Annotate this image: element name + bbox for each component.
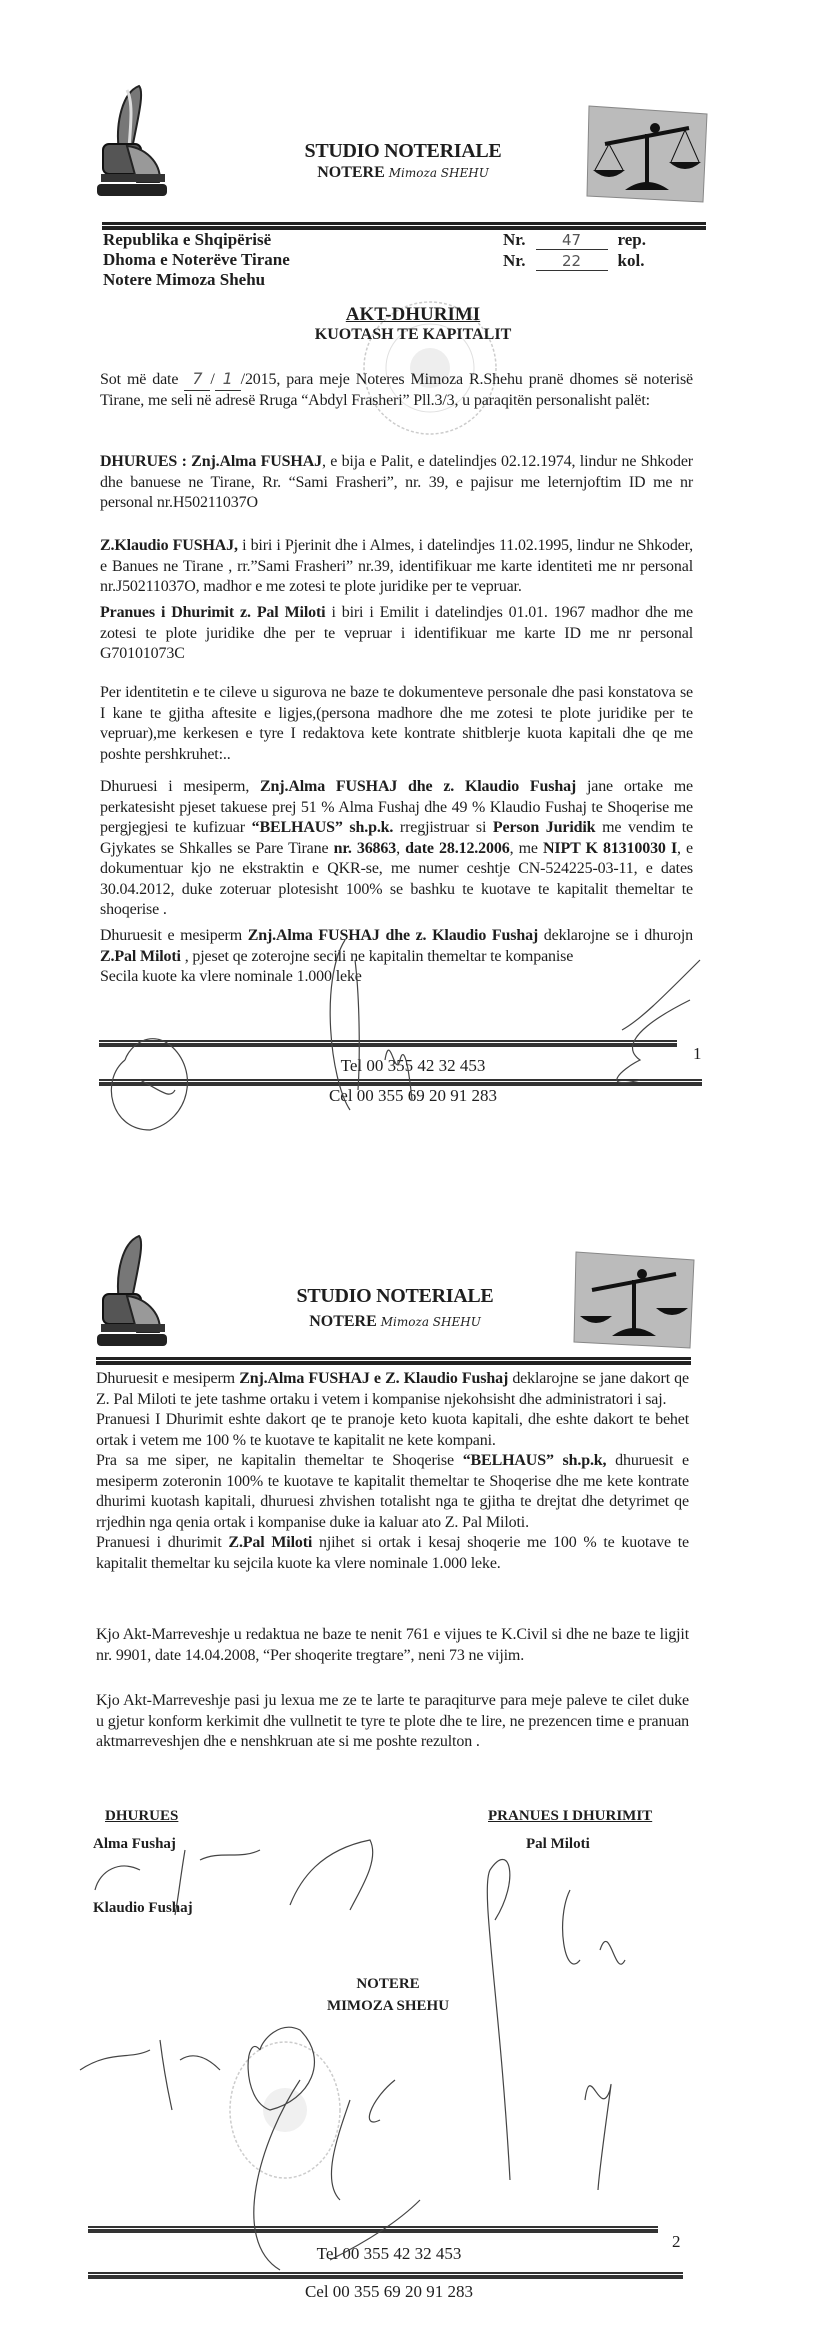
bold-text-segment: nr. 36863 (333, 839, 397, 857)
text-segment: , me (509, 839, 543, 857)
nominal-value-line (100, 967, 693, 988)
letterhead-notary-label: NOTERE (309, 1313, 377, 1330)
letterhead-notary (245, 1313, 545, 1331)
donors-heading: DHURUES (105, 1808, 179, 1824)
header-rule (96, 1357, 691, 1365)
date-separator: / (210, 371, 215, 388)
recipient-paragraph (100, 603, 693, 665)
text-segment: jane ortake me perkatesisht pjeset takuese prej 51 % Alma Fushaj dhe 49 % Klaudio Fushaj te Shoqerise me pergjegjesi te kufizuar (100, 778, 693, 836)
new-owner-paragraph (96, 1533, 689, 1574)
text-segment: i biri i Emilit i datelindjes 01.01. 1967 madhor dhe me zotesi te plote juridike dhe per te vepruar i identifikuar me karte ID me nr personal G70101073C (100, 604, 694, 662)
bold-text-segment: Person Juridik (492, 819, 596, 836)
transfer-paragraph (96, 1451, 689, 1533)
bold-text-segment: date 28.12.2006 (405, 839, 510, 857)
issuer-block (103, 230, 290, 290)
pal-signature (487, 1860, 625, 2190)
issuer-line: Dhoma e Noterëve Tirane (103, 250, 290, 269)
issuer-line: Notere Mimoza Shehu (103, 270, 266, 289)
text-segment: , e dokumentuar kjo ne ekstraktin e QKR-se, me numer ceshtje CN-524225-03-11, e dates 30.04.2012, duke zoteruar plotesisht 100% se bashku te kuotave te kapitalit themeltar te shoqerise . (100, 839, 694, 918)
page-number: 1 (693, 1044, 702, 1063)
text-segment: Dhuruesit e mesiperm (96, 1370, 240, 1387)
text-segment: Dhuruesit e mesiperm (100, 927, 248, 944)
nr-label: Nr. (503, 230, 526, 249)
footer-rule-top (99, 1040, 677, 1047)
official-stamp (215, 2030, 355, 2180)
reading-paragraph (96, 1691, 689, 1753)
recipient-heading: PRANUES I DHURIMIT (488, 1808, 653, 1824)
bold-text-segment: Pranues i Dhurimit z. Pal Miloti (100, 604, 326, 621)
notary-line-2: MIMOZA SHEHU (326, 1998, 450, 2014)
scales-of-justice-icon (585, 104, 709, 204)
recipient-name: Pal Miloti (526, 1836, 590, 1852)
footer-rule-top (88, 2226, 658, 2233)
letterhead-notary-name: Mimoza SHEHU (388, 166, 489, 180)
document-title: AKT-DHURIMI (345, 304, 481, 325)
date-prefix: Sot më date (100, 371, 185, 388)
footer-rule-bottom (99, 1079, 702, 1086)
bold-text-segment: “BELHAUS” sh.p.k, (462, 1452, 607, 1469)
footer-tel: Tel 00 355 42 32 453 (340, 1056, 486, 1075)
identity-paragraph (100, 683, 693, 765)
nr-label: Nr. (503, 251, 526, 270)
text-segment: Pranuesi I Dhurimit eshte dakort qe te pranoje keto kuota kapitali, dhe eshte dakort te behet ortak i vetem me 100 % te kuotave te kapitalit ne kete kompani. (96, 1411, 689, 1449)
donor-2-name: Klaudio Fushaj (93, 1900, 193, 1916)
declaration-paragraph (100, 926, 693, 967)
footer-cel: Cel 00 355 69 20 91 283 (304, 2282, 474, 2301)
date-rest: /2015, para meje Noteres Mimoza R.Shehu pranë dhomes së noterisë Tirane, me seli në adresë Rruga “Abdyl Frasheri” Pll.3/3, u paraqitën personalisht palët: (100, 371, 693, 409)
letterhead-notary-label: NOTERE (317, 164, 385, 181)
bold-text-segment: Znj.Alma FUSHAJ dhe z. Klaudio Fushaj (247, 927, 539, 944)
text-segment: deklarojne se i dhurojn (538, 927, 693, 944)
agreement-block (96, 1369, 689, 1574)
text-segment: dhuruesit e mesiperm zoteronin 100% te kuotave te kapitalit themeltar te Shoqerise dhe me kete kontrate dhurimi kuotash kapitali, dhuruesi zhvishen totalisht nga te gjitha te drejtat dhe detyrimet qe rrjedhin nga qenia ortak i kompanise duke ia kaluar ato Z. Pal Miloti. (96, 1452, 689, 1531)
nr-kol-suffix: kol. (617, 251, 645, 270)
text-segment: Pra sa me siper, ne kapitalin themeltar te Shoqerise (96, 1452, 463, 1469)
text-segment: i biri i Pjerinit dhe i Almes, i datelindjes 11.02.1995, lindur ne Shkoder, e Banues ne Tirane , rr.”Sami Frasheri” nr.39, identifikuar me karte identiteti me nr personal nr.J50211037O, madhor e me zotesi te plote juridike per te vepruar. (100, 537, 694, 595)
nr-rep-value: 47 (536, 231, 608, 250)
donor-1-name: Alma Fushaj (93, 1836, 176, 1852)
text-segment: , (396, 839, 406, 857)
text-segment: Per identitetin e te cileve u sigurova ne baze te dokumenteve personale dhe pasi konstatova se I kane te gjitha aftesite e ligjes,(persona madhore dhe me zotesi te plote juridike per te vepruar),me kerkesen e tyre I redaktova kete kontrate shitblerje kuota kapitali dhe qe me poshte pershkruhet:.. (100, 684, 693, 763)
handwritten-month: 1 (215, 369, 241, 391)
letterhead-notary (253, 164, 553, 182)
bold-text-segment: Znj.Alma FUSHAJ dhe z. Klaudio Fushaj (260, 778, 577, 795)
notary-line-1: NOTERE (356, 1976, 420, 1992)
donor-2-paragraph (100, 536, 693, 598)
bold-text-segment: Znj.Alma FUSHAJ e Z. Klaudio Fushaj (239, 1370, 509, 1387)
nr-kol (503, 251, 644, 271)
text-segment: , pjeset qe zoterojne secili ne kapitalin themeltar te kompanise (180, 947, 574, 965)
nr-rep (503, 230, 646, 250)
text-segment: , e bija e Palit, e datelindjes 02.12.1974, lindur ne Shkoder dhe banuese ne Tirane, Rr. “Sami Frasheri”, nr. 39, e pajisur me leternjoftim ID me nr personal nr.H50211037O (100, 453, 693, 511)
ownership-paragraph (100, 777, 693, 921)
notary-seal-press-icon (97, 82, 169, 202)
footer-rule-bottom (88, 2272, 683, 2279)
acceptance-paragraph (96, 1410, 689, 1451)
text-segment: me vendim te Gjykates se Shkalles se Pare Tirane (100, 819, 693, 857)
date-paragraph (100, 369, 693, 411)
letterhead-studio: STUDIO NOTERIALE (296, 1285, 494, 1307)
bold-text-segment: NIPT K 81310030 I (543, 839, 678, 857)
text-segment: Kjo Akt-Marreveshje pasi ju lexua me ze te larte te paraqiturve para meje paleve te cilet duke u gjetur konform kerkimit dhe vullnetit te tyre te plote dhe te lire, ne prezencen time e pranuan aktmarreveshjen dhe e nenshkruan ate si me poshte rezulton . (96, 1692, 689, 1750)
bold-text-segment: DHURUES : Znj.Alma FUSHAJ (100, 453, 322, 470)
nr-rep-suffix: rep. (617, 230, 647, 249)
text-segment: deklarojne se jane dakort qe Z. Pal Miloti te jete tashme ortaku i vetem i kompanise njekohsisht dhe administratori i saj. (96, 1370, 689, 1408)
donor-1-paragraph (100, 452, 693, 514)
text-segment: rregjistruar si (393, 819, 493, 836)
scales-of-justice-icon (572, 1250, 696, 1350)
text-segment: njihet si ortak i kesaj shoqerie me 100 % te kuotave te kapitalit themeltar ku sejcila kuote ka vlere nominale 1.000 leke. (96, 1534, 689, 1572)
text-segment: Dhuruesi i mesiperm, (100, 778, 261, 795)
bold-text-segment: Z.Pal Miloti (100, 947, 181, 965)
text-segment: Secila kuote ka vlere nominale 1.000 leke (100, 968, 362, 985)
footer-tel: Tel 00 355 42 32 453 (316, 2244, 462, 2263)
text-segment: Kjo Akt-Marreveshje u redaktua ne baze te nenit 761 e vijues te K.Civil si dhe ne baze te ligjit nr. 9901, date 14.04.2008, “Per shoqerite tregtare”, neni 73 ne vijim. (96, 1626, 689, 1664)
text-segment: Pranuesi i dhurimit (96, 1534, 229, 1551)
letterhead-studio: STUDIO NOTERIALE (304, 140, 502, 162)
handwritten-day: 7 (184, 369, 210, 391)
footer-cel: Cel 00 355 69 20 91 283 (328, 1086, 498, 1105)
document-subtitle: KUOTASH TE KAPITALIT (314, 326, 512, 343)
nr-kol-value: 22 (536, 252, 608, 271)
header-rule (102, 222, 706, 230)
notary-seal-press-icon (97, 1232, 169, 1352)
agreement-paragraph (96, 1369, 689, 1410)
page-number: 2 (672, 2232, 681, 2251)
legal-basis-paragraph (96, 1625, 689, 1666)
issuer-line: Republika e Shqipërisë (103, 230, 272, 249)
bold-text-segment: “BELHAUS” sh.p.k. (251, 819, 394, 836)
bold-text-segment: Z.Klaudio FUSHAJ, (100, 537, 238, 554)
letterhead-notary-name: Mimoza SHEHU (380, 1315, 481, 1329)
bold-text-segment: Z.Pal Miloti (228, 1534, 313, 1551)
